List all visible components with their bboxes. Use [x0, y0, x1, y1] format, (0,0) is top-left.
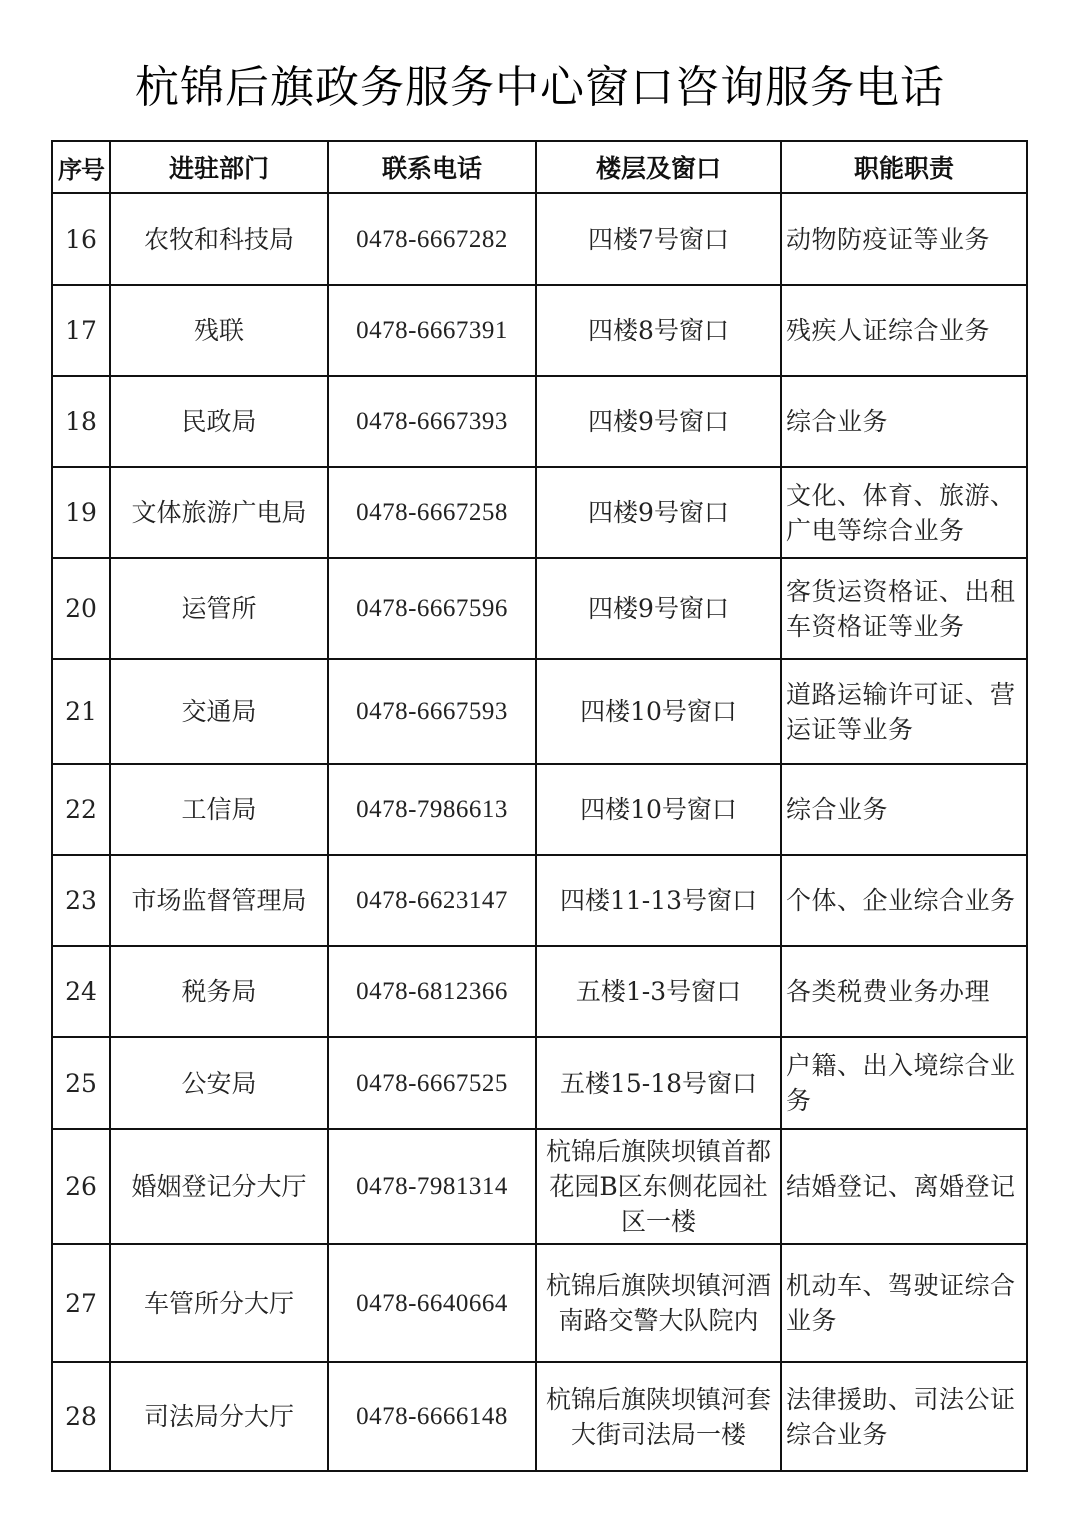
cell-department: 税务局: [110, 946, 328, 1037]
cell-duties: 法律援助、司法公证综合业务: [781, 1362, 1027, 1471]
cell-phone: 0478-6667258: [328, 467, 536, 558]
cell-duties: 结婚登记、离婚登记: [781, 1129, 1027, 1244]
cell-duties: 动物防疫证等业务: [781, 193, 1027, 285]
cell-duties: 个体、企业综合业务: [781, 855, 1027, 946]
cell-floor-window: 四楼9号窗口: [536, 467, 781, 558]
cell-department: 公安局: [110, 1037, 328, 1129]
cell-no: 19: [52, 467, 110, 558]
table-row: [52, 1244, 1027, 1362]
table-row: [52, 659, 1027, 764]
cell-department: 车管所分大厅: [110, 1244, 328, 1362]
cell-floor-window: 四楼7号窗口: [536, 193, 781, 285]
cell-no: 23: [52, 855, 110, 946]
cell-phone: 0478-6667525: [328, 1037, 536, 1129]
table-row: [52, 467, 1027, 558]
cell-duties: 机动车、驾驶证综合业务: [781, 1244, 1027, 1362]
cell-phone: 0478-6667391: [328, 285, 536, 376]
header-floor-window: 楼层及窗口: [536, 141, 781, 193]
cell-phone: 0478-6667596: [328, 558, 536, 659]
cell-no: 25: [52, 1037, 110, 1129]
cell-floor-window: 五楼15-18号窗口: [536, 1037, 781, 1129]
table-row: [52, 558, 1027, 659]
cell-department: 农牧和科技局: [110, 193, 328, 285]
cell-no: 22: [52, 764, 110, 855]
header-phone: 联系电话: [328, 141, 536, 193]
cell-department: 运管所: [110, 558, 328, 659]
cell-duties: 道路运输许可证、营运证等业务: [781, 659, 1027, 764]
cell-floor-window: 四楼9号窗口: [536, 558, 781, 659]
cell-phone: 0478-6667393: [328, 376, 536, 467]
table-row: [52, 193, 1027, 285]
cell-duties: 各类税费业务办理: [781, 946, 1027, 1037]
header-department: 进驻部门: [110, 141, 328, 193]
cell-floor-window: 四楼9号窗口: [536, 376, 781, 467]
cell-department: 民政局: [110, 376, 328, 467]
cell-phone: 0478-6666148: [328, 1362, 536, 1471]
cell-duties: 客货运资格证、出租车资格证等业务: [781, 558, 1027, 659]
table-row: [52, 946, 1027, 1037]
cell-floor-window: 四楼10号窗口: [536, 659, 781, 764]
cell-duties: 综合业务: [781, 376, 1027, 467]
cell-phone: 0478-6667593: [328, 659, 536, 764]
cell-no: 21: [52, 659, 110, 764]
cell-phone: 0478-6812366: [328, 946, 536, 1037]
cell-department: 婚姻登记分大厅: [110, 1129, 328, 1244]
table-row: [52, 764, 1027, 855]
cell-department: 交通局: [110, 659, 328, 764]
cell-duties: 户籍、出入境综合业务: [781, 1037, 1027, 1129]
cell-duties: 综合业务: [781, 764, 1027, 855]
table-header-row: [52, 141, 1027, 193]
header-no: 序号: [52, 141, 110, 193]
cell-floor-window: 四楼8号窗口: [536, 285, 781, 376]
cell-no: 27: [52, 1244, 110, 1362]
cell-floor-window: 杭锦后旗陕坝镇河套大街司法局一楼: [536, 1362, 781, 1471]
table-row: [52, 1362, 1027, 1471]
header-duties: 职能职责: [781, 141, 1027, 193]
cell-floor-window: 四楼11-13号窗口: [536, 855, 781, 946]
cell-phone: 0478-7981314: [328, 1129, 536, 1244]
table-row: [52, 285, 1027, 376]
cell-duties: 残疾人证综合业务: [781, 285, 1027, 376]
cell-no: 26: [52, 1129, 110, 1244]
cell-department: 残联: [110, 285, 328, 376]
cell-department: 工信局: [110, 764, 328, 855]
cell-floor-window: 杭锦后旗陕坝镇河酒南路交警大队院内: [536, 1244, 781, 1362]
cell-no: 18: [52, 376, 110, 467]
cell-no: 24: [52, 946, 110, 1037]
table-row: [52, 1037, 1027, 1129]
cell-floor-window: 杭锦后旗陕坝镇首都花园B区东侧花园社区一楼: [536, 1129, 781, 1244]
cell-no: 20: [52, 558, 110, 659]
cell-phone: 0478-6667282: [328, 193, 536, 285]
cell-department: 文体旅游广电局: [110, 467, 328, 558]
cell-phone: 0478-6623147: [328, 855, 536, 946]
cell-duties: 文化、体育、旅游、广电等综合业务: [781, 467, 1027, 558]
cell-phone: 0478-7986613: [328, 764, 536, 855]
cell-no: 28: [52, 1362, 110, 1471]
cell-department: 司法局分大厅: [110, 1362, 328, 1471]
page-title: 杭锦后旗政务服务中心窗口咨询服务电话: [135, 62, 945, 113]
table-row: [52, 855, 1027, 946]
cell-phone: 0478-6640664: [328, 1244, 536, 1362]
cell-department: 市场监督管理局: [110, 855, 328, 946]
table-row: [52, 376, 1027, 467]
cell-no: 16: [52, 193, 110, 285]
table-row: [52, 1129, 1027, 1244]
cell-floor-window: 四楼10号窗口: [536, 764, 781, 855]
service-phone-table: [51, 140, 1028, 1472]
cell-no: 17: [52, 285, 110, 376]
cell-floor-window: 五楼1-3号窗口: [536, 946, 781, 1037]
